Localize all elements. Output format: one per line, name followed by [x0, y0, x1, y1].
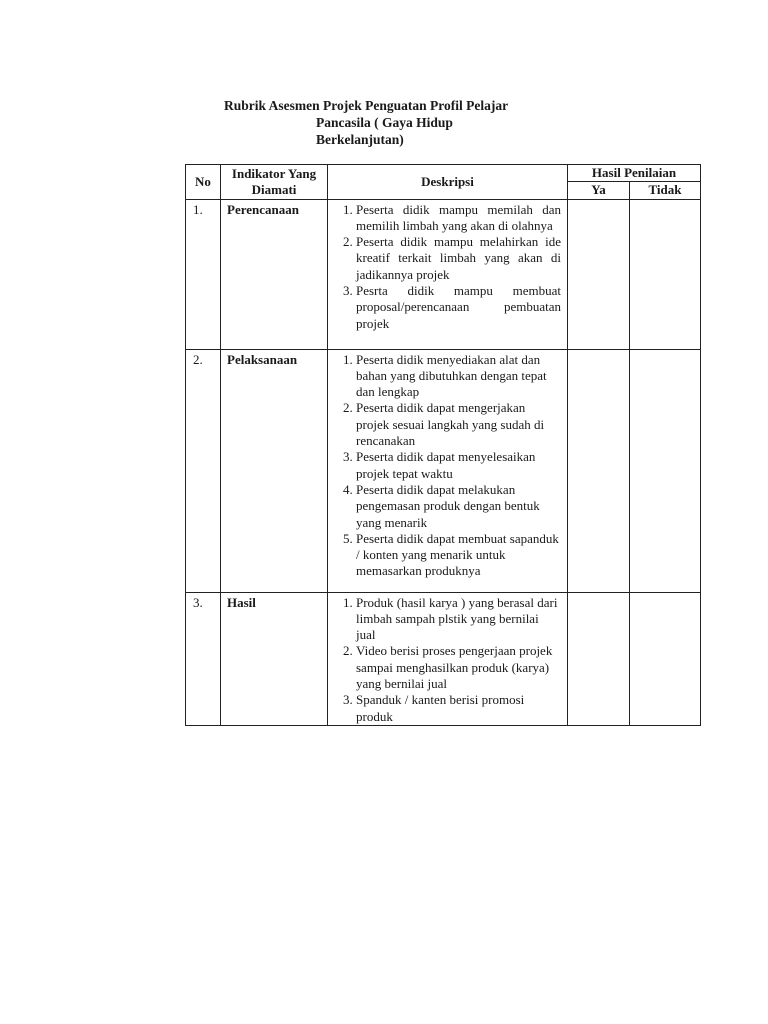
cell-ya	[568, 349, 630, 592]
deskripsi-item: 4. Peserta didik dapat melakukan pengemasan produk dengan bentuk yang menarik	[356, 482, 561, 531]
deskripsi-list	[334, 202, 561, 332]
row-indikator: Pelaksanaan	[221, 349, 328, 592]
header-tidak: Tidak	[630, 182, 701, 199]
document-title-line-3: Berkelanjutan)	[316, 132, 404, 147]
table-row	[186, 199, 701, 349]
row-indikator: Perencanaan	[221, 199, 328, 349]
deskripsi-item: 3. Spanduk / kanten berisi promosi produk	[356, 692, 561, 725]
cell-ya	[568, 199, 630, 349]
header-deskripsi: Deskripsi	[328, 165, 568, 200]
deskripsi-item: 3. Peserta didik dapat menyelesaikan projek tepat waktu	[356, 449, 561, 482]
cell-tidak	[630, 349, 701, 592]
cell-ya	[568, 592, 630, 725]
deskripsi-list	[334, 595, 561, 725]
header-hasil-penilaian: Hasil Penilaian	[568, 165, 701, 182]
deskripsi-item: 1. Peserta didik mampu memilah dan memilih limbah yang akan di olahnya	[356, 202, 561, 235]
row-number: 2.	[186, 349, 221, 592]
row-deskripsi	[328, 349, 568, 592]
header-ya: Ya	[568, 182, 630, 199]
row-deskripsi	[328, 199, 568, 349]
rubric-table	[185, 164, 701, 726]
table-row	[186, 349, 701, 592]
cell-tidak	[630, 592, 701, 725]
header-indikator: Indikator Yang Diamati	[221, 165, 328, 200]
document-title-line-2: Pancasila ( Gaya Hidup	[316, 115, 453, 130]
deskripsi-item: 2. Peserta didik dapat mengerjakan projek sesuai langkah yang sudah di rencanakan	[356, 400, 561, 449]
row-indikator: Hasil	[221, 592, 328, 725]
table-row	[186, 592, 701, 725]
deskripsi-list	[334, 352, 561, 580]
deskripsi-item: 1. Peserta didik menyediakan alat dan bahan yang dibutuhkan dengan tepat dan lengkap	[356, 352, 561, 401]
document-title-line-1: Rubrik Asesmen Projek Penguatan Profil Pelajar	[224, 98, 509, 113]
table-header-row	[186, 165, 701, 182]
deskripsi-item: 2. Video berisi proses pengerjaan projek sampai menghasilkan produk (karya) yang bernilai jual	[356, 643, 561, 692]
header-no: No	[186, 165, 221, 200]
row-deskripsi	[328, 592, 568, 725]
deskripsi-item: 5. Peserta didik dapat membuat sapanduk / konten yang menarik untuk memasarkan produknya	[356, 531, 561, 580]
row-number: 3.	[186, 592, 221, 725]
cell-tidak	[630, 199, 701, 349]
row-number: 1.	[186, 199, 221, 349]
deskripsi-item: 2. Peserta didik mampu melahirkan ide kreatif terkait limbah yang akan di jadikannya projek	[356, 234, 561, 283]
deskripsi-item: 3. Pesrta didik mampu membuat proposal/perencanaan pembuatan projek	[356, 283, 561, 332]
deskripsi-item: 1. Produk (hasil karya ) yang berasal dari limbah sampah plstik yang bernilai jual	[356, 595, 561, 644]
